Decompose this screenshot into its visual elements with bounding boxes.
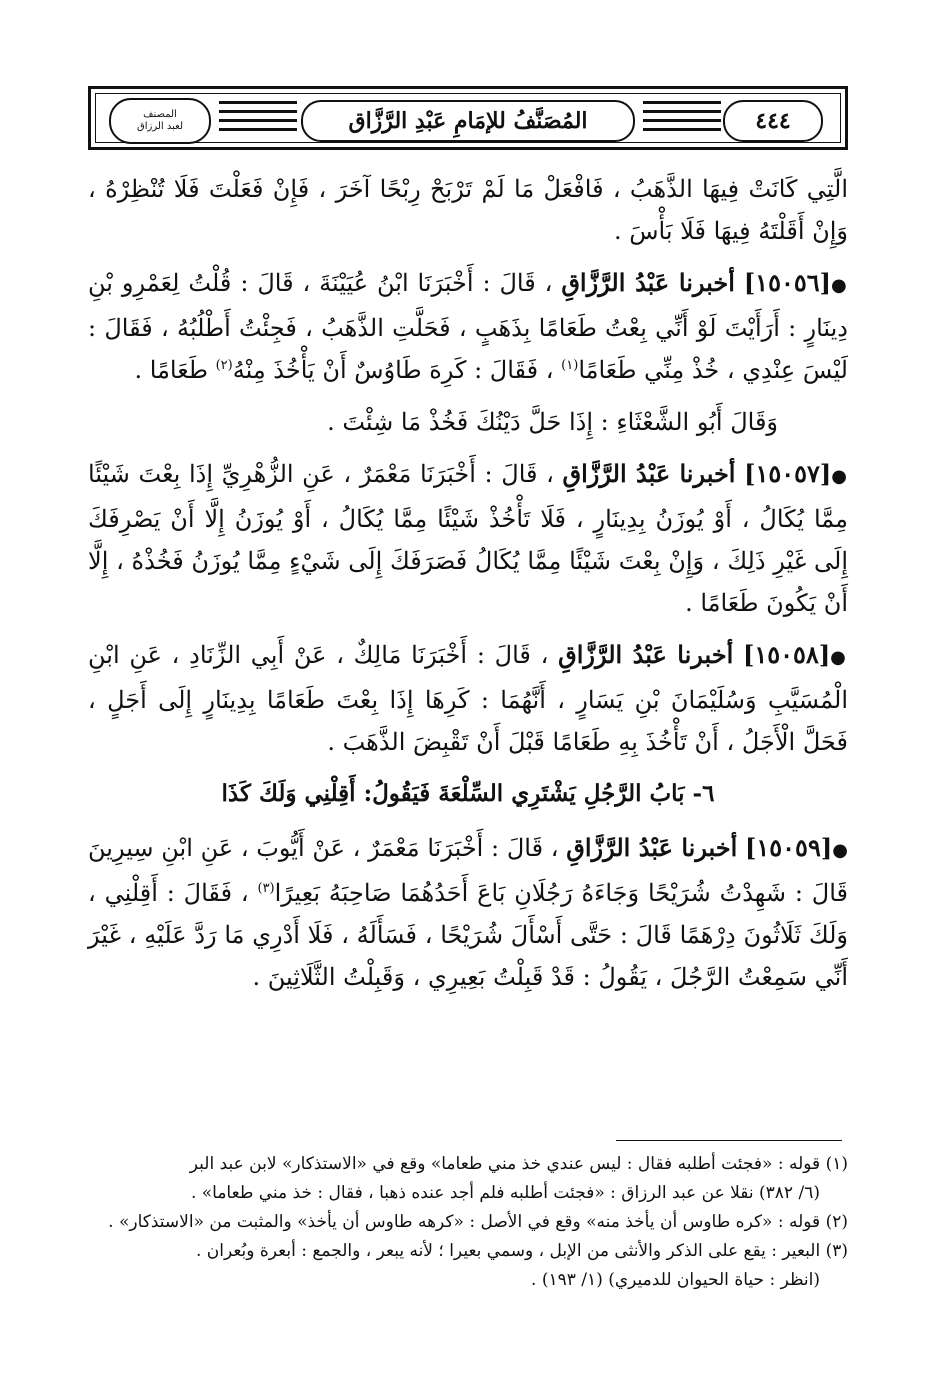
hadith-text: ، قَالَ : أَخْبَرَنَا ابْنُ عُيَيْنَةَ ، قَالَ : قُلْتُ لِعَمْرِو بْنِ دِينَارٍ : أَرَأَيْتَ لَوْ أَنِّي بِعْتُ طَعَامًا بِذَهَبٍ ، فَحَلَّتِ الذَّهَبُ ، فَجِئْتُ أَطْلُبُهُ ، فَقَالَ : لَيْسَ عِنْدِي ، خُذْ مِنِّي طَعَامًا	[88, 269, 848, 384]
footnote-ref-1: (١)	[561, 358, 579, 373]
book-title: المُصَنَّفُ للإمَامِ عَبْدِ الرَّزَّاق	[301, 100, 635, 142]
hadith-15059	[88, 827, 848, 998]
bullet-icon: ●	[830, 275, 848, 296]
footnote-1-cont	[88, 1179, 848, 1208]
footnotes	[88, 1150, 848, 1295]
seal-line-2: لعبد الرزاق	[136, 121, 184, 132]
footnote-2	[88, 1208, 848, 1237]
hadith-text: ، فَقَالَ : كَرِهَ طَاوُسٌ أَنْ يَأْخُذَ مِنْهُ	[232, 356, 554, 384]
page-body	[88, 168, 848, 1008]
hadith-intro: أخبرنا عَبْدُ الرَّزَّاقِ	[566, 833, 738, 862]
chapter-heading: ٦- بَابُ الرَّجُلِ يَشْتَرِي السِّلْعَةَ فَيَقُولُ: أَقِلْنِي وَلَكَ كَذَا	[221, 780, 715, 807]
footnote-divider	[616, 1140, 842, 1141]
hadith-text: ، قَالَ : أَخْبَرَنَا مَعْمَرٌ ، عَنِ الزُّهْرِيِّ إِذَا بِعْتَ شَيْئًا مِمَّا يُكَالُ ، أَوْ يُوزَنُ بِدِينَارٍ ، فَلَا تَأْخُذْ شَيْئًا مِمَّا يُكَالُ ، أَوْ يُوزَنُ إِلَّا أَنْ يَصْرِفَكَ إِلَى غَيْرِ ذَلِكَ ، وَإِنْ بِعْتَ شَيْئًا مِمَّا يُكَالُ فَصَرَفَكَ إِلَى شَيْءٍ مِمَّا يُوزَنُ فَخُذْهُ ، إِلَّا أَنْ يَكُونَ طَعَامًا .	[88, 460, 848, 617]
hadith-15056	[88, 262, 848, 391]
hadith-text: طَعَامًا .	[134, 356, 208, 384]
footnote-ref-2: (٢)	[215, 358, 233, 373]
header-band-right	[643, 95, 721, 143]
hadith-intro: أخبرنا عَبْدُ الرَّزَّاقِ	[562, 459, 736, 488]
footnote-3-line-2: (انظر : حياة الحيوان للدميري) (١/ ١٩٣) .	[531, 1270, 820, 1290]
hadith-number: [١٥٠٥٩]	[745, 833, 833, 862]
hadith-text: ، فَقَالَ : أَقِلْنِي ، وَلَكَ ثَلَاثُونَ دِرْهَمًا قَالَ : حَتَّى أَسْأَلَ شُرَيْحًا ، فَسَأَلَهُ ، فَلَا أَدْرِي مَا رَدَّ عَلَيْهِ ، غَيْرَ أَنِّي سَمِعْتُ الرَّجُلَ ، يَقُولُ : قَدْ قَبِلْتُ بَعِيرِي ، وَقَبِلْتُ الثَّلَاثِينَ .	[88, 879, 848, 991]
seal-emblem	[109, 98, 211, 144]
hadith-intro: أخبرنا عَبْدُ الرَّزَّاقِ	[558, 640, 734, 669]
hadith-number: [١٥٠٥٨]	[743, 640, 831, 669]
continuation-text: الَّتِي كَانَتْ فِيهَا الذَّهَبُ ، فَافْعَلْ مَا لَمْ تَرْبَحْ رِبْحًا آخَرَ ، فَإِنْ فَعَلْتَ فَلَا تُنْظِرْهُ ، وَإِنْ أَقَلْتَهُ فِيهَا فَلَا بَأْسَ .	[88, 175, 848, 245]
footnote-1-line-1: (١) قوله : «فجئت أطلبه فقال : ليس عندي خذ مني طعاما» وقع في «الاستذكار» لابن عبد البر	[189, 1154, 848, 1174]
hadith-text: ، قَالَ : أَخْبَرَنَا مَالِكٌ ، عَنْ أَبِي الزِّنَادِ ، عَنِ ابْنِ الْمُسَيَّبِ وَسُلَيْمَانَ بْنِ يَسَارٍ ، أَنَّهُمَا : كَرِهَا إِذَا بِعْتَ طَعَامًا بِدِينَارٍ إِلَى أَجَلٍ ، فَحَلَّ الْأَجَلُ ، أَنْ تَأْخُذَ بِهِ طَعَامًا قَبْلَ أَنْ تَقْبِضَ الذَّهَبَ .	[88, 641, 848, 756]
seal-line-1: المصنف	[143, 109, 177, 120]
hadith-number: [١٥٠٥٦]	[743, 268, 831, 297]
hadith-text: ، قَالَ : أَخْبَرَنَا مَعْمَرٌ ، عَنْ أَيُّوبَ ، عَنِ ابْنِ سِيرِينَ قَالَ : شَهِدْتُ شُرَيْحًا وَجَاءَهُ رَجُلَانِ بَاعَ أَحَدُهُمَا صَاحِبَهُ بَعِيرًا	[88, 834, 848, 907]
footnote-2-text: (٢) قوله : «كره طاوس أن يأخذ منه» وقع في الأصل : «كرهه طاوس أن يأخذ» والمثبت من «الاستذكار» .	[108, 1212, 848, 1232]
saying-text: وَقَالَ أَبُو الشَّعْثَاءِ : إِذَا حَلَّ دَيْنُكَ فَخُذْ مَا شِئْتَ .	[327, 408, 778, 436]
header-band-left	[219, 95, 297, 143]
footnote-1	[88, 1150, 848, 1179]
footnote-3-cont	[88, 1266, 848, 1295]
footnote-3-line-1: (٣) البعير : يقع على الذكر والأنثى من الإبل ، وسمي بعيرا ؛ لأنه يبعر ، والجمع : أبعرة وبُعران .	[195, 1241, 848, 1261]
footnote-3	[88, 1237, 848, 1266]
page-header	[88, 86, 848, 150]
bullet-icon: ●	[832, 840, 848, 861]
footnote-1-line-2: (٦/ ٣٨٢) نقلا عن عبد الرزاق : «فجئت أطلبه فلم أجد عنده ذهبا ، فقال : خذ مني طعاما» .	[190, 1183, 820, 1203]
saying-abu-shaatha	[88, 401, 848, 443]
hadith-intro: أخبرنا عَبْدُ الرَّزَّاقِ	[561, 268, 735, 297]
continuation-paragraph	[88, 168, 848, 252]
hadith-number: [١٥٠٥٧]	[744, 459, 832, 488]
footnote-ref-3: (٣)	[257, 881, 275, 896]
bullet-icon: ●	[831, 466, 848, 487]
bullet-icon: ●	[830, 647, 848, 668]
hadith-15057	[88, 453, 848, 624]
page-number: ٤٤٤	[723, 100, 823, 142]
hadith-15058	[88, 634, 848, 763]
